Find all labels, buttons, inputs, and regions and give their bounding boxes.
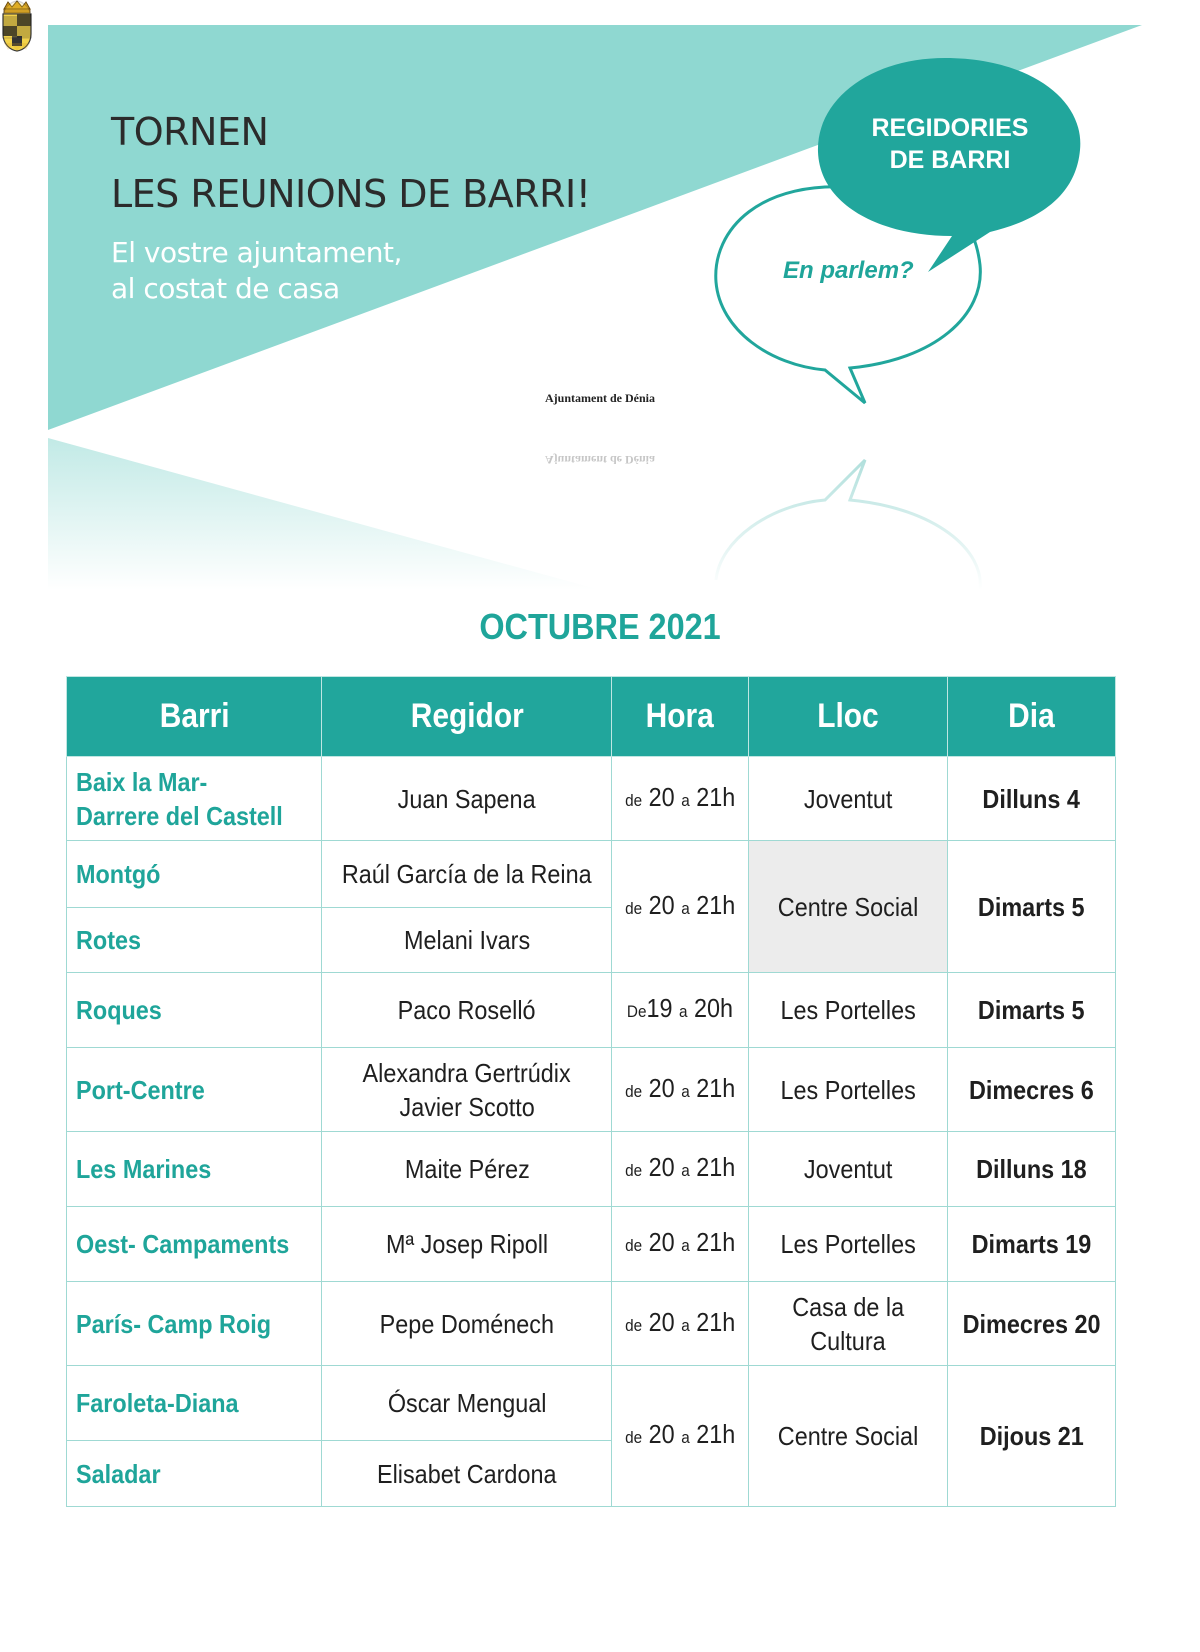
banner-title-line-2: LES REUNIONS DE BARRI! [111, 172, 591, 216]
barri-cell: Oest- Campaments [67, 1207, 322, 1282]
table-row [67, 841, 1116, 908]
table-row [67, 757, 1116, 841]
dia-cell: Dimarts 19 [948, 1207, 1116, 1282]
dia-cell: Dilluns 18 [948, 1132, 1116, 1207]
table-row [67, 1048, 1116, 1132]
schedule-table [66, 676, 1116, 1507]
lloc-cell: Centre Social [748, 1366, 947, 1507]
outline-bubble-reflection [716, 460, 980, 590]
regidor-cell: Raúl García de la Reina [322, 841, 612, 908]
teal-band-reflection [48, 438, 600, 590]
regidor-cell: Alexandra Gertrúdix Javier Scotto [322, 1048, 612, 1132]
lloc-cell: Centre Social [748, 841, 947, 973]
lloc-cell: Joventut [748, 757, 947, 841]
table-header-row [67, 677, 1116, 757]
regidor-cell: Maite Pérez [322, 1132, 612, 1207]
dia-cell: Dimarts 5 [948, 841, 1116, 973]
table-row [67, 1132, 1116, 1207]
hora-cell: de 20 a 21h [612, 1207, 749, 1282]
lloc-cell: Casa de la Cultura [748, 1282, 947, 1366]
header-regidor: Regidor [322, 677, 612, 757]
lloc-cell: Les Portelles [748, 973, 947, 1048]
regidor-cell: Paco Roselló [322, 973, 612, 1048]
table-row [67, 1282, 1116, 1366]
barri-cell: Port-Centre [67, 1048, 322, 1132]
logo-caption: Ajuntament de Dénia [545, 391, 655, 405]
logo-caption-reflection: Ajuntament de Dénia [545, 453, 655, 467]
barri-cell: Roques [67, 973, 322, 1048]
regidor-cell: Mª Josep Ripoll [322, 1207, 612, 1282]
regidor-cell: Juan Sapena [322, 757, 612, 841]
lloc-cell: Joventut [748, 1132, 947, 1207]
hora-cell: De19 a 20h [612, 973, 749, 1048]
dia-cell: Dilluns 4 [948, 757, 1116, 841]
header-dia: Dia [948, 677, 1116, 757]
hora-cell: de 20 a 21h [612, 1366, 749, 1507]
header-lloc: Lloc [748, 677, 947, 757]
hora-cell: de 20 a 21h [612, 841, 749, 973]
table-row [67, 1207, 1116, 1282]
table-row [67, 973, 1116, 1048]
banner-subtitle-line-1: El vostre ajuntament, [111, 236, 402, 269]
regidor-cell: Melani Ivars [322, 908, 612, 973]
dia-cell: Dijous 21 [948, 1366, 1116, 1507]
barri-cell: Rotes [67, 908, 322, 973]
regidor-cell: Elisabet Cardona [322, 1441, 612, 1507]
banner-subtitle-line-2: al costat de casa [111, 272, 340, 305]
hora-cell: de 20 a 21h [612, 1048, 749, 1132]
bubble-text-line-2: DE BARRI [889, 146, 1011, 174]
barri-cell: París- Camp Roig [67, 1282, 322, 1366]
lloc-cell: Les Portelles [748, 1207, 947, 1282]
table-row [67, 1366, 1116, 1441]
hora-cell: de 20 a 21h [612, 1282, 749, 1366]
bubble-question: En parlem? [783, 257, 914, 284]
barri-cell: Faroleta-Diana [67, 1366, 322, 1441]
lloc-cell: Les Portelles [748, 1048, 947, 1132]
hora-cell: de 20 a 21h [612, 1132, 749, 1207]
dia-cell: Dimarts 5 [948, 973, 1116, 1048]
coat-of-arms-reflection [0, 0, 34, 52]
regidor-cell: Óscar Mengual [322, 1366, 612, 1441]
barri-cell: Les Marines [67, 1132, 322, 1207]
header-barri: Barri [67, 677, 322, 757]
regidor-cell: Pepe Doménech [322, 1282, 612, 1366]
hora-cell: de 20 a 21h [612, 757, 749, 841]
barri-cell: Baix la Mar- Darrere del Castell [67, 757, 322, 841]
barri-cell: Montgó [67, 841, 322, 908]
dia-cell: Dimecres 6 [948, 1048, 1116, 1132]
banner [0, 0, 1200, 600]
banner-title-line-1: TORNEN [111, 110, 269, 154]
month-title: OCTUBRE 2021 [479, 606, 721, 647]
bubble-text-line-1: REGIDORIES [871, 114, 1029, 142]
barri-cell: Saladar [67, 1441, 322, 1507]
dia-cell: Dimecres 20 [948, 1282, 1116, 1366]
header-hora: Hora [612, 677, 749, 757]
